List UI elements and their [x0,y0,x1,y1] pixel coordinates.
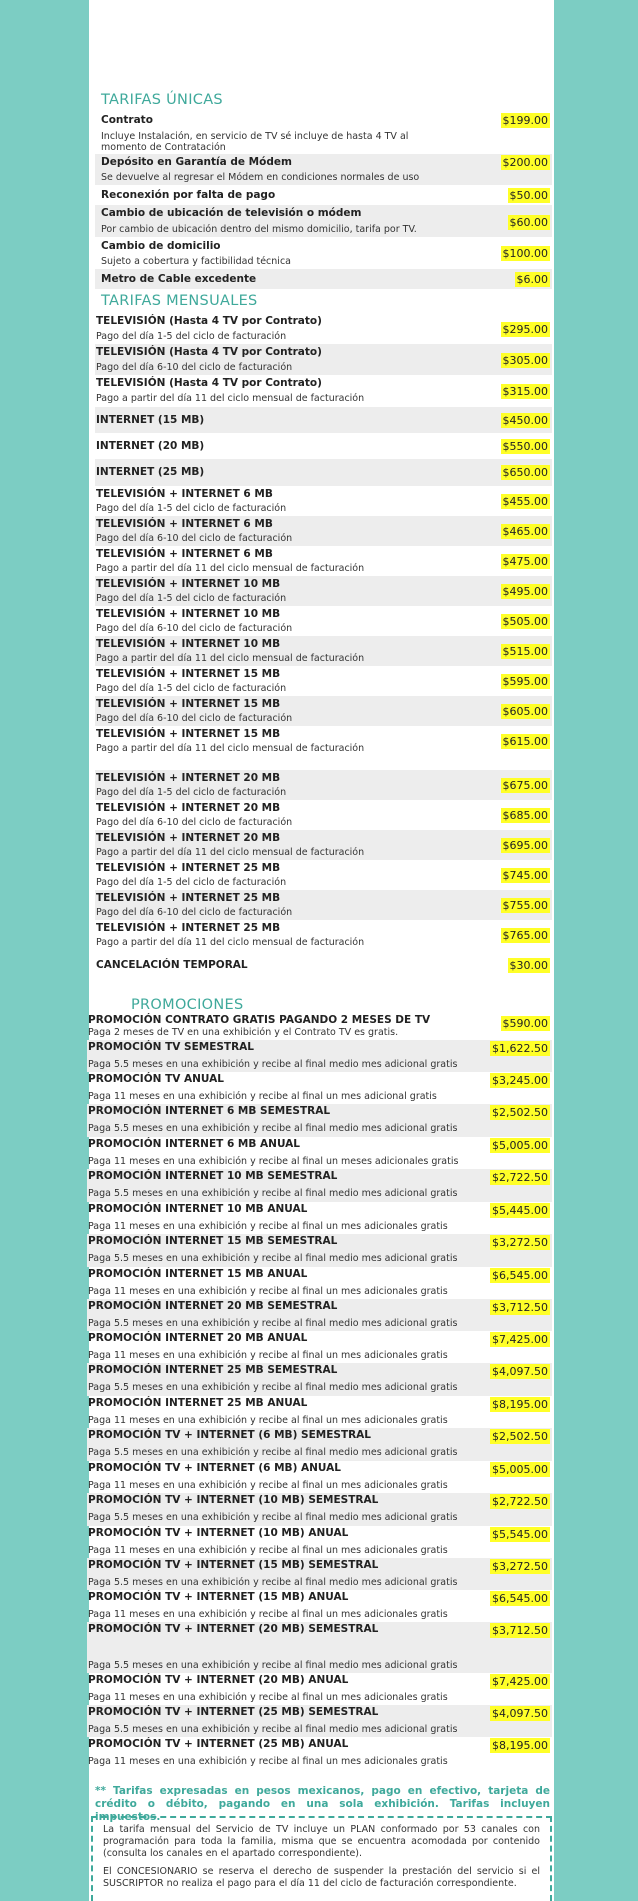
promo-price: $3,712.50 [492,1301,548,1314]
list-item [95,185,552,205]
promo-row [87,1737,552,1769]
promo-price: $2,502.50 [492,1430,548,1443]
promo-name: PROMOCIÓN INTERNET 25 MB ANUAL [88,1397,308,1409]
item-desc: Pago del día 1-5 del ciclo de facturación [96,331,287,342]
promo-price: $7,425.00 [492,1333,548,1346]
promo-desc: Paga 11 meses en una exhibición y recibe al final un mes adicionales gratis [88,1609,448,1620]
promo-name: PROMOCIÓN TV + INTERNET (10 MB) SEMESTRAL [88,1494,379,1506]
list-item [95,546,552,576]
item-name: INTERNET (20 MB) [96,440,205,452]
item-name: TELEVISIÓN + INTERNET 15 MB [96,668,281,680]
item-desc: Pago del día 6-10 del ciclo de facturación [96,907,293,918]
price: $685.00 [502,809,548,822]
promo-row [87,1705,552,1737]
promo-desc: Paga 2 meses de TV en una exhibición y el Contrato TV es gratis. [88,1027,399,1038]
price: $100.00 [502,247,548,260]
promo-price: $4,097.50 [492,1365,548,1378]
item-name: Depósito en Garantía de Módem [101,156,292,168]
promo-price: $8,195.00 [492,1739,548,1752]
item-name: TELEVISIÓN + INTERNET 6 MB [96,518,273,530]
promo-desc: Paga 5.5 meses en una exhibición y recibe al final medio mes adicional gratis [88,1123,458,1134]
section-title-tarifas-unicas: TARIFAS ÚNICAS [101,92,223,108]
price: $615.00 [502,735,548,748]
price: $315.00 [502,385,548,398]
promo-row [87,1234,552,1267]
item-name: TELEVISIÓN + INTERNET 15 MB [96,698,281,710]
list-item [95,154,552,185]
promo-price: $5,445.00 [492,1204,548,1217]
promo-row [87,1169,552,1202]
promo-name: PROMOCIÓN INTERNET 15 MB SEMESTRAL [88,1235,338,1247]
promo-desc: Paga 11 meses en una exhibición y recibe al final un mes adicionales gratis [88,1286,448,1297]
promo-name: PROMOCIÓN TV SEMESTRAL [88,1041,254,1053]
promo-row [87,1428,552,1461]
promo-row [87,1299,552,1331]
price: $450.00 [502,414,548,427]
promo-name: PROMOCIÓN INTERNET 20 MB ANUAL [88,1332,308,1344]
list-item [95,269,552,289]
promo-price: $5,005.00 [492,1463,548,1476]
item-desc: Por cambio de ubicación dentro del mismo domicilio, tarifa por TV. [101,224,417,235]
item-desc: Pago del día 1-5 del ciclo de facturación [96,877,287,888]
list-item [95,726,552,770]
item-name: Cambio de domicilio [101,240,221,252]
item-name: TELEVISIÓN + INTERNET 6 MB [96,488,273,500]
promo-row [87,1331,552,1363]
item-desc: Pago del día 1-5 del ciclo de facturación [96,787,287,798]
item-name: TELEVISIÓN + INTERNET 10 MB [96,608,281,620]
list-item [95,950,552,980]
promo-row [87,1526,552,1558]
promo-name: PROMOCIÓN INTERNET 10 MB SEMESTRAL [88,1170,338,1182]
promo-price: $6,545.00 [492,1269,548,1282]
item-name: Cambio de ubicación de televisión o módem [101,207,362,219]
promo-desc: Paga 5.5 meses en una exhibición y recibe al final medio mes adicional gratis [88,1382,458,1393]
info-paragraph: La tarifa mensual del Servicio de TV incluye un PLAN conformado por 53 canales con programación para toda la familia, misma que se encuentra acomodada por contenido (consulta los canales en el apartado correspondiente). [103,1824,540,1859]
promo-desc: Paga 5.5 meses en una exhibición y recibe al final medio mes adicional gratis [88,1577,458,1588]
promo-price: $6,545.00 [492,1592,548,1605]
list-item [95,636,552,666]
promo-price: $2,502.50 [492,1106,548,1119]
promo-price: $4,097.50 [492,1707,548,1720]
list-item [95,696,552,726]
list-item [95,770,552,800]
item-name: TELEVISIÓN + INTERNET 20 MB [96,772,281,784]
promo-name: PROMOCIÓN TV + INTERNET (25 MB) SEMESTRAL [88,1706,379,1718]
promo-name: PROMOCIÓN TV + INTERNET (10 MB) ANUAL [88,1527,349,1539]
list-item [95,666,552,696]
promo-name: PROMOCIÓN TV + INTERNET (15 MB) SEMESTRAL [88,1559,379,1571]
item-desc: Incluye Instalación, en servicio de TV sé incluye de hasta 4 TV al [101,131,409,142]
promo-price: $3,245.00 [492,1074,548,1087]
item-desc: Pago a partir del día 11 del ciclo mensual de facturación [96,563,365,574]
promo-name: PROMOCIÓN TV + INTERNET (15 MB) ANUAL [88,1591,349,1603]
promo-name: PROMOCIÓN INTERNET 20 MB SEMESTRAL [88,1300,338,1312]
info-paragraph: El CONCESIONARIO se reserva el derecho de suspender la prestación del servicio si el SUSCRIPTOR no realiza el pago para el día 11 del ciclo de facturación correspondiente. [103,1866,540,1889]
price: $755.00 [502,899,548,912]
section-title-tarifas-mensuales: TARIFAS MENSUALES [101,293,258,309]
promo-price: $3,712.50 [492,1624,548,1637]
item-desc: Sujeto a cobertura y factibilidad técnica [101,256,291,267]
promo-price: $1,622.50 [492,1042,548,1055]
item-desc: momento de Contratación [101,142,226,153]
item-name: TELEVISIÓN + INTERNET 25 MB [96,922,281,934]
promo-row [87,1104,552,1137]
list-item [95,920,552,950]
price: $605.00 [502,705,548,718]
list-item [95,486,552,516]
price: $305.00 [502,354,548,367]
promo-row [87,1493,552,1526]
price: $199.00 [502,114,548,127]
promo-name: PROMOCIÓN INTERNET 15 MB ANUAL [88,1268,308,1280]
promo-row [87,1622,552,1673]
item-desc: Pago a partir del día 11 del ciclo mensual de facturación [96,847,365,858]
promo-desc: Paga 11 meses en una exhibición y recibe al final un mes adicionales gratis [88,1756,448,1767]
promo-row [87,1558,552,1590]
price: $295.00 [502,323,548,336]
promo-name: PROMOCIÓN TV + INTERNET (20 MB) SEMESTRAL [88,1623,379,1635]
list-item [95,407,552,433]
item-desc: Pago del día 6-10 del ciclo de facturación [96,362,293,373]
item-name: TELEVISIÓN + INTERNET 25 MB [96,892,281,904]
list-item [95,313,552,344]
list-item [95,576,552,606]
promo-desc: Paga 11 meses en una exhibición y recibe al final un mes adicionales gratis [88,1480,448,1491]
item-desc: Pago del día 6-10 del ciclo de facturación [96,817,293,828]
item-name: TELEVISIÓN (Hasta 4 TV por Contrato) [96,377,322,389]
promo-name: PROMOCIÓN TV ANUAL [88,1073,224,1085]
promo-row [87,1137,552,1169]
price: $515.00 [502,645,548,658]
item-name: TELEVISIÓN + INTERNET 20 MB [96,832,281,844]
promo-price: $2,722.50 [492,1171,548,1184]
price: $550.00 [502,440,548,453]
price: $465.00 [502,525,548,538]
promo-row [87,1072,552,1104]
promo-price: $3,272.50 [492,1236,548,1249]
item-name: TELEVISIÓN (Hasta 4 TV por Contrato) [96,346,322,358]
promo-price: $2,722.50 [492,1495,548,1508]
item-name: TELEVISIÓN (Hasta 4 TV por Contrato) [96,315,322,327]
item-desc: Pago a partir del día 11 del ciclo mensual de facturación [96,653,365,664]
item-name: Contrato [101,114,153,126]
promo-desc: Paga 11 meses en una exhibición y recibe al final un mes adicionales gratis [88,1350,448,1361]
item-name: TELEVISIÓN + INTERNET 20 MB [96,802,281,814]
price: $765.00 [502,929,548,942]
list-item [95,830,552,860]
price: $745.00 [502,869,548,882]
promo-row [87,1013,552,1042]
item-name: INTERNET (15 MB) [96,414,205,426]
promo-desc: Paga 5.5 meses en una exhibición y recibe al final medio mes adicional gratis [88,1660,458,1671]
item-desc: Pago del día 1-5 del ciclo de facturación [96,593,287,604]
promo-price: $8,195.00 [492,1398,548,1411]
price: $60.00 [509,216,548,229]
promo-row [87,1267,552,1299]
price: $695.00 [502,839,548,852]
item-desc: Pago del día 6-10 del ciclo de facturación [96,623,293,634]
promo-name: PROMOCIÓN CONTRATO GRATIS PAGANDO 2 MESES DE TV [88,1014,431,1026]
promo-price: $590.00 [502,1017,548,1030]
item-name: TELEVISIÓN + INTERNET 25 MB [96,862,281,874]
list-item [95,237,552,269]
promo-name: PROMOCIÓN INTERNET 10 MB ANUAL [88,1203,308,1215]
list-item [95,516,552,546]
list-item [95,800,552,830]
item-name: Reconexión por falta de pago [101,189,276,201]
promo-price: $5,005.00 [492,1139,548,1152]
promo-name: PROMOCIÓN TV + INTERNET (6 MB) ANUAL [88,1462,341,1474]
price: $6.00 [516,273,548,286]
list-item [95,433,552,459]
item-name: TELEVISIÓN + INTERNET 6 MB [96,548,273,560]
promo-row [87,1040,552,1072]
price: $675.00 [502,779,548,792]
item-desc: Pago del día 6-10 del ciclo de facturación [96,713,293,724]
list-item [95,375,552,407]
item-desc: Pago del día 1-5 del ciclo de facturación [96,503,287,514]
price: $595.00 [502,675,548,688]
list-item [95,890,552,920]
promo-desc: Paga 5.5 meses en una exhibición y recibe al final medio mes adicional gratis [88,1512,458,1523]
list-item [95,344,552,375]
promo-price: $7,425.00 [492,1675,548,1688]
promo-row [87,1396,552,1428]
item-desc: Se devuelve al regresar el Módem en condiciones normales de uso [101,172,420,183]
promo-row [87,1363,552,1396]
promo-row [87,1590,552,1622]
promo-name: PROMOCIÓN INTERNET 25 MB SEMESTRAL [88,1364,338,1376]
promo-desc: Paga 11 meses en una exhibición y recibe al final un mes adicional gratis [88,1091,437,1102]
promo-name: PROMOCIÓN TV + INTERNET (20 MB) ANUAL [88,1674,349,1686]
item-name: CANCELACIÓN TEMPORAL [96,959,248,971]
promo-row [87,1202,552,1234]
promo-desc: Paga 11 meses en una exhibición y recibe al final un mes adicionales gratis [88,1415,448,1426]
section-title-promociones: PROMOCIONES [131,997,244,1013]
promo-desc: Paga 11 meses en una exhibición y recibe al final un meses adicionales gratis [88,1156,459,1167]
promo-desc: Paga 5.5 meses en una exhibición y recibe al final medio mes adicional gratis [88,1318,458,1329]
promo-desc: Paga 5.5 meses en una exhibición y recibe al final medio mes adicional gratis [88,1253,458,1264]
promo-name: PROMOCIÓN TV + INTERNET (6 MB) SEMESTRAL [88,1429,372,1441]
promo-row [87,1461,552,1493]
item-desc: Pago del día 1-5 del ciclo de facturación [96,683,287,694]
promo-desc: Paga 5.5 meses en una exhibición y recibe al final medio mes adicional gratis [88,1724,458,1735]
list-item [95,112,552,154]
promo-desc: Paga 11 meses en una exhibición y recibe al final un mes adicionales gratis [88,1221,448,1232]
item-desc: Pago a partir del día 11 del ciclo mensual de facturación [96,937,365,948]
promo-row [87,1673,552,1705]
promo-name: PROMOCIÓN INTERNET 6 MB SEMESTRAL [88,1105,331,1117]
item-desc: Pago a partir del día 11 del ciclo mensual de facturación [96,743,365,754]
list-item [95,606,552,636]
promo-desc: Paga 5.5 meses en una exhibición y recibe al final medio mes adicional gratis [88,1188,458,1199]
promo-name: PROMOCIÓN TV + INTERNET (25 MB) ANUAL [88,1738,349,1750]
promo-desc: Paga 5.5 meses en una exhibición y recibe al final medio mes adicional gratis [88,1447,458,1458]
price: $505.00 [502,615,548,628]
promo-desc: Paga 5.5 meses en una exhibición y recibe al final medio mes adicional gratis [88,1059,458,1070]
footer-note: ** Tarifas expresadas en pesos mexicanos, pago en efectivo, tarjeta de crédito o débito, pagando en una sola exhibición. Tarifas incluyen impuestos. [95,1785,550,1823]
promo-price: $5,545.00 [492,1528,548,1541]
item-desc: Pago a partir del día 11 del ciclo mensual de facturación [96,393,365,404]
price: $650.00 [502,466,548,479]
item-desc: Pago del día 6-10 del ciclo de facturación [96,533,293,544]
list-item [95,459,552,486]
item-name: TELEVISIÓN + INTERNET 15 MB [96,728,281,740]
list-item [95,860,552,890]
price: $455.00 [502,495,548,508]
price: $495.00 [502,585,548,598]
item-name: Metro de Cable excedente [101,273,257,285]
price: $30.00 [509,959,548,972]
list-item [95,205,552,237]
item-name: INTERNET (25 MB) [96,466,205,478]
item-name: TELEVISIÓN + INTERNET 10 MB [96,578,281,590]
promo-price: $3,272.50 [492,1560,548,1573]
price: $475.00 [502,555,548,568]
price: $50.00 [509,189,548,202]
promo-name: PROMOCIÓN INTERNET 6 MB ANUAL [88,1138,300,1150]
price: $200.00 [502,156,548,169]
info-box [91,1816,552,1901]
promo-desc: Paga 11 meses en una exhibición y recibe al final un mes adicionales gratis [88,1692,448,1703]
promo-desc: Paga 11 meses en una exhibición y recibe al final un mes adicionales gratis [88,1545,448,1556]
item-name: TELEVISIÓN + INTERNET 10 MB [96,638,281,650]
